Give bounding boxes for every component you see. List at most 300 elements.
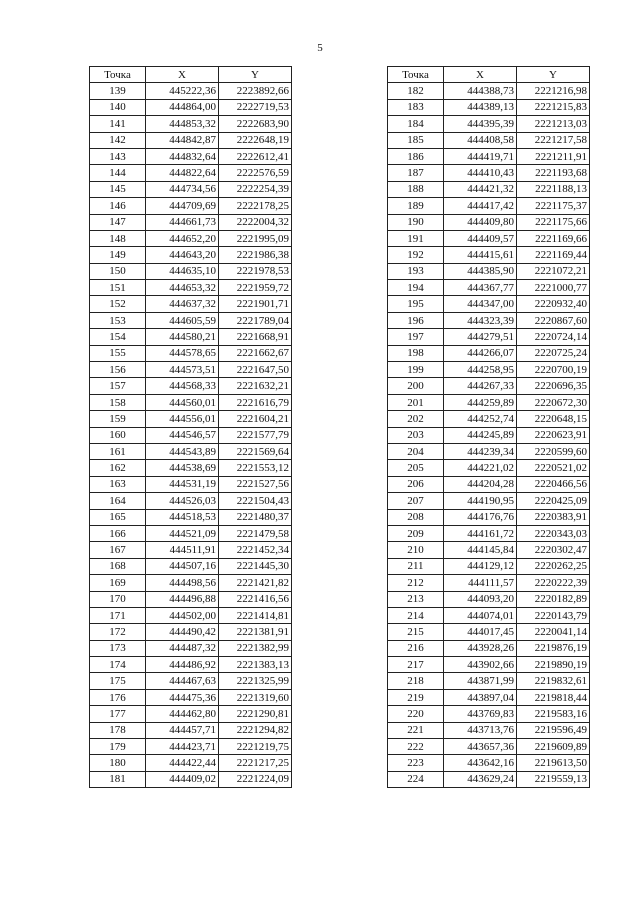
- point-cell: 160: [90, 427, 146, 443]
- table-row: [90, 165, 292, 181]
- table-row: [90, 214, 292, 230]
- x-cell: 444258,95: [444, 362, 517, 378]
- table-row: [90, 230, 292, 246]
- point-cell: 218: [388, 673, 444, 689]
- table-row: [90, 739, 292, 755]
- x-cell: 444467,63: [146, 673, 219, 689]
- y-cell: 2221978,53: [219, 263, 292, 279]
- point-cell: 190: [388, 214, 444, 230]
- point-cell: 221: [388, 722, 444, 738]
- y-cell: 2219876,19: [517, 640, 590, 656]
- y-cell: 2220700,19: [517, 362, 590, 378]
- y-cell: 2222254,39: [219, 181, 292, 197]
- y-cell: 2221215,83: [517, 99, 590, 115]
- y-cell: 2221381,91: [219, 624, 292, 640]
- y-cell: 2221959,72: [219, 280, 292, 296]
- x-cell: 444526,03: [146, 493, 219, 509]
- y-cell: 2220724,14: [517, 329, 590, 345]
- table-row: [90, 509, 292, 525]
- point-cell: 183: [388, 99, 444, 115]
- x-cell: 444580,21: [146, 329, 219, 345]
- table-row: [388, 755, 590, 771]
- y-cell: 2221569,64: [219, 443, 292, 459]
- point-cell: 184: [388, 116, 444, 132]
- table-row: [90, 476, 292, 492]
- table-row: [90, 591, 292, 607]
- x-cell: 444490,42: [146, 624, 219, 640]
- x-cell: 444093,20: [444, 591, 517, 607]
- table-row: [90, 722, 292, 738]
- table-row: [388, 132, 590, 148]
- x-cell: 444568,33: [146, 378, 219, 394]
- table-row: [90, 443, 292, 459]
- y-cell: 2222576,59: [219, 165, 292, 181]
- x-cell: 444709,69: [146, 198, 219, 214]
- point-cell: 222: [388, 739, 444, 755]
- header-x: X: [146, 67, 219, 83]
- x-cell: 444643,20: [146, 247, 219, 263]
- point-cell: 140: [90, 99, 146, 115]
- y-cell: 2220867,60: [517, 312, 590, 328]
- y-cell: 2221175,37: [517, 198, 590, 214]
- point-cell: 163: [90, 476, 146, 492]
- point-cell: 196: [388, 312, 444, 328]
- table-row: [90, 411, 292, 427]
- x-cell: 444409,02: [146, 771, 219, 787]
- table-row: [90, 640, 292, 656]
- table-row: [90, 525, 292, 541]
- x-cell: 443897,04: [444, 689, 517, 705]
- y-cell: 2220696,35: [517, 378, 590, 394]
- point-cell: 156: [90, 362, 146, 378]
- point-cell: 216: [388, 640, 444, 656]
- table-row: [388, 329, 590, 345]
- table-row: [388, 509, 590, 525]
- x-cell: 443769,83: [444, 706, 517, 722]
- y-cell: 2221616,79: [219, 394, 292, 410]
- table-row: [90, 99, 292, 115]
- table-row: [388, 378, 590, 394]
- point-cell: 200: [388, 378, 444, 394]
- x-cell: 444111,57: [444, 575, 517, 591]
- point-cell: 180: [90, 755, 146, 771]
- y-cell: 2221416,56: [219, 591, 292, 607]
- x-cell: 444017,45: [444, 624, 517, 640]
- x-cell: 444074,01: [444, 607, 517, 623]
- point-cell: 217: [388, 657, 444, 673]
- table-row: [90, 378, 292, 394]
- table-row: [388, 99, 590, 115]
- point-cell: 145: [90, 181, 146, 197]
- point-cell: 172: [90, 624, 146, 640]
- x-cell: 444410,43: [444, 165, 517, 181]
- y-cell: 2221224,09: [219, 771, 292, 787]
- y-cell: 2221479,58: [219, 525, 292, 541]
- y-cell: 2220648,15: [517, 411, 590, 427]
- x-cell: 444853,32: [146, 116, 219, 132]
- y-cell: 2220041,14: [517, 624, 590, 640]
- table-row: [388, 165, 590, 181]
- table-row: [90, 148, 292, 164]
- y-cell: 2221662,67: [219, 345, 292, 361]
- x-cell: 444605,59: [146, 312, 219, 328]
- y-cell: 2221319,60: [219, 689, 292, 705]
- x-cell: 444486,92: [146, 657, 219, 673]
- point-cell: 182: [388, 83, 444, 99]
- y-cell: 2220143,79: [517, 607, 590, 623]
- table-row: [388, 280, 590, 296]
- x-cell: 444239,34: [444, 443, 517, 459]
- x-cell: 444462,80: [146, 706, 219, 722]
- point-cell: 197: [388, 329, 444, 345]
- table-row: [90, 198, 292, 214]
- point-cell: 213: [388, 591, 444, 607]
- y-cell: 2222004,32: [219, 214, 292, 230]
- point-cell: 158: [90, 394, 146, 410]
- y-cell: 2220521,02: [517, 460, 590, 476]
- table-row: [388, 296, 590, 312]
- x-cell: 444245,89: [444, 427, 517, 443]
- x-cell: 444538,69: [146, 460, 219, 476]
- x-cell: 444822,64: [146, 165, 219, 181]
- table-row: [388, 706, 590, 722]
- table-row: [388, 722, 590, 738]
- x-cell: 444279,51: [444, 329, 517, 345]
- point-cell: 224: [388, 771, 444, 787]
- y-cell: 2219613,50: [517, 755, 590, 771]
- table-row: [388, 476, 590, 492]
- table-row: [90, 329, 292, 345]
- x-cell: 444417,42: [444, 198, 517, 214]
- table-row: [90, 247, 292, 263]
- point-cell: 223: [388, 755, 444, 771]
- point-cell: 165: [90, 509, 146, 525]
- y-cell: 2221290,81: [219, 706, 292, 722]
- x-cell: 444556,01: [146, 411, 219, 427]
- x-cell: 444129,12: [444, 558, 517, 574]
- table-row: [90, 542, 292, 558]
- point-cell: 186: [388, 148, 444, 164]
- table-row: [90, 706, 292, 722]
- y-cell: 2222683,90: [219, 116, 292, 132]
- table-row: [388, 148, 590, 164]
- y-cell: 2220222,39: [517, 575, 590, 591]
- x-cell: 444323,39: [444, 312, 517, 328]
- table-row: [90, 673, 292, 689]
- y-cell: 2220383,91: [517, 509, 590, 525]
- y-cell: 2221668,91: [219, 329, 292, 345]
- y-cell: 2221445,30: [219, 558, 292, 574]
- table-row: [90, 296, 292, 312]
- table-row: [388, 116, 590, 132]
- point-cell: 174: [90, 657, 146, 673]
- point-cell: 179: [90, 739, 146, 755]
- table-row: [388, 83, 590, 99]
- coordinates-table-right: [387, 66, 590, 788]
- y-cell: 2219890,19: [517, 657, 590, 673]
- x-cell: 444388,73: [444, 83, 517, 99]
- x-cell: 444511,91: [146, 542, 219, 558]
- point-cell: 176: [90, 689, 146, 705]
- y-cell: 2221480,37: [219, 509, 292, 525]
- x-cell: 444546,57: [146, 427, 219, 443]
- table-row: [388, 575, 590, 591]
- y-cell: 2220466,56: [517, 476, 590, 492]
- x-cell: 443902,66: [444, 657, 517, 673]
- table-row: [90, 263, 292, 279]
- x-cell: 444507,16: [146, 558, 219, 574]
- point-cell: 214: [388, 607, 444, 623]
- table-row: [90, 83, 292, 99]
- table-row: [90, 116, 292, 132]
- x-cell: 443642,16: [444, 755, 517, 771]
- table-row: [388, 214, 590, 230]
- point-cell: 153: [90, 312, 146, 328]
- y-cell: 2221175,66: [517, 214, 590, 230]
- x-cell: 444259,89: [444, 394, 517, 410]
- x-cell: 444457,71: [146, 722, 219, 738]
- point-cell: 215: [388, 624, 444, 640]
- y-cell: 2219583,16: [517, 706, 590, 722]
- point-cell: 148: [90, 230, 146, 246]
- x-cell: 444734,56: [146, 181, 219, 197]
- y-cell: 2221632,21: [219, 378, 292, 394]
- y-cell: 2221072,21: [517, 263, 590, 279]
- y-cell: 2222178,25: [219, 198, 292, 214]
- point-cell: 219: [388, 689, 444, 705]
- table-row: [90, 575, 292, 591]
- point-cell: 203: [388, 427, 444, 443]
- x-cell: 444389,13: [444, 99, 517, 115]
- x-cell: 444267,33: [444, 378, 517, 394]
- x-cell: 444347,00: [444, 296, 517, 312]
- y-cell: 2220182,89: [517, 591, 590, 607]
- x-cell: 443629,24: [444, 771, 517, 787]
- point-cell: 178: [90, 722, 146, 738]
- table-row: [90, 771, 292, 787]
- y-cell: 2221986,38: [219, 247, 292, 263]
- table-row: [90, 394, 292, 410]
- y-cell: 2221527,56: [219, 476, 292, 492]
- table-row: [90, 312, 292, 328]
- table-row: [90, 607, 292, 623]
- x-cell: 444421,32: [444, 181, 517, 197]
- x-cell: 444635,10: [146, 263, 219, 279]
- point-cell: 144: [90, 165, 146, 181]
- point-cell: 220: [388, 706, 444, 722]
- point-cell: 202: [388, 411, 444, 427]
- table-row: [90, 460, 292, 476]
- x-cell: 444423,71: [146, 739, 219, 755]
- point-cell: 188: [388, 181, 444, 197]
- point-cell: 152: [90, 296, 146, 312]
- table-row: [388, 394, 590, 410]
- x-cell: 444161,72: [444, 525, 517, 541]
- point-cell: 191: [388, 230, 444, 246]
- table-row: [388, 771, 590, 787]
- y-cell: 2221169,44: [517, 247, 590, 263]
- x-cell: 444176,76: [444, 509, 517, 525]
- table-row: [90, 755, 292, 771]
- y-cell: 2221414,81: [219, 607, 292, 623]
- x-cell: 444408,58: [444, 132, 517, 148]
- y-cell: 2219832,61: [517, 673, 590, 689]
- point-cell: 199: [388, 362, 444, 378]
- coordinates-table-left: [89, 66, 292, 788]
- y-cell: 2221217,58: [517, 132, 590, 148]
- y-cell: 2221219,75: [219, 739, 292, 755]
- table-row: [388, 411, 590, 427]
- x-cell: 444498,56: [146, 575, 219, 591]
- point-cell: 161: [90, 443, 146, 459]
- x-cell: 444252,74: [444, 411, 517, 427]
- point-cell: 151: [90, 280, 146, 296]
- point-cell: 212: [388, 575, 444, 591]
- y-cell: 2222612,41: [219, 148, 292, 164]
- point-cell: 142: [90, 132, 146, 148]
- y-cell: 2221211,91: [517, 148, 590, 164]
- table-row: [388, 443, 590, 459]
- header-y: Y: [219, 67, 292, 83]
- table-row: [90, 427, 292, 443]
- point-cell: 169: [90, 575, 146, 591]
- x-cell: 444419,71: [444, 148, 517, 164]
- table-row: [388, 230, 590, 246]
- header-x: X: [444, 67, 517, 83]
- point-cell: 170: [90, 591, 146, 607]
- y-cell: 2220725,24: [517, 345, 590, 361]
- y-cell: 2221577,79: [219, 427, 292, 443]
- table-row: [388, 689, 590, 705]
- x-cell: 444190,95: [444, 493, 517, 509]
- table-row: [388, 607, 590, 623]
- point-cell: 181: [90, 771, 146, 787]
- x-cell: 444864,00: [146, 99, 219, 115]
- table-row: [388, 263, 590, 279]
- table-row: [388, 345, 590, 361]
- header-y: Y: [517, 67, 590, 83]
- x-cell: 444487,32: [146, 640, 219, 656]
- x-cell: 444367,77: [444, 280, 517, 296]
- x-cell: 444385,90: [444, 263, 517, 279]
- point-cell: 175: [90, 673, 146, 689]
- y-cell: 2221553,12: [219, 460, 292, 476]
- table-row: [388, 181, 590, 197]
- table-row: [90, 345, 292, 361]
- point-cell: 194: [388, 280, 444, 296]
- point-cell: 205: [388, 460, 444, 476]
- y-cell: 2221169,66: [517, 230, 590, 246]
- header-point: Точка: [90, 67, 146, 83]
- point-cell: 164: [90, 493, 146, 509]
- point-cell: 157: [90, 378, 146, 394]
- y-cell: 2221647,50: [219, 362, 292, 378]
- y-cell: 2221604,21: [219, 411, 292, 427]
- y-cell: 2219818,44: [517, 689, 590, 705]
- point-cell: 206: [388, 476, 444, 492]
- table-row: [388, 525, 590, 541]
- x-cell: 444521,09: [146, 525, 219, 541]
- x-cell: 444832,64: [146, 148, 219, 164]
- table-row: [388, 673, 590, 689]
- y-cell: 2221901,71: [219, 296, 292, 312]
- table-row: [388, 558, 590, 574]
- point-cell: 141: [90, 116, 146, 132]
- table-header-row: [388, 67, 590, 83]
- y-cell: 2220343,03: [517, 525, 590, 541]
- y-cell: 2221193,68: [517, 165, 590, 181]
- y-cell: 2221452,34: [219, 542, 292, 558]
- point-cell: 204: [388, 443, 444, 459]
- y-cell: 2221995,09: [219, 230, 292, 246]
- point-cell: 198: [388, 345, 444, 361]
- x-cell: 444637,32: [146, 296, 219, 312]
- table-row: [90, 657, 292, 673]
- point-cell: 171: [90, 607, 146, 623]
- y-cell: 2220623,91: [517, 427, 590, 443]
- point-cell: 154: [90, 329, 146, 345]
- y-cell: 2221216,98: [517, 83, 590, 99]
- point-cell: 210: [388, 542, 444, 558]
- x-cell: 443871,99: [444, 673, 517, 689]
- point-cell: 192: [388, 247, 444, 263]
- table-row: [90, 280, 292, 296]
- y-cell: 2221213,03: [517, 116, 590, 132]
- y-cell: 2221325,99: [219, 673, 292, 689]
- table-row: [388, 624, 590, 640]
- y-cell: 2221789,04: [219, 312, 292, 328]
- table-row: [90, 362, 292, 378]
- table-row: [90, 624, 292, 640]
- table-row: [388, 640, 590, 656]
- x-cell: 443657,36: [444, 739, 517, 755]
- table-row: [388, 591, 590, 607]
- x-cell: 444502,00: [146, 607, 219, 623]
- point-cell: 147: [90, 214, 146, 230]
- x-cell: 444496,88: [146, 591, 219, 607]
- y-cell: 2219559,13: [517, 771, 590, 787]
- y-cell: 2221383,13: [219, 657, 292, 673]
- y-cell: 2221294,82: [219, 722, 292, 738]
- x-cell: 444578,65: [146, 345, 219, 361]
- y-cell: 2222648,19: [219, 132, 292, 148]
- table-row: [388, 657, 590, 673]
- y-cell: 2220932,40: [517, 296, 590, 312]
- table-row: [388, 247, 590, 263]
- table-row: [90, 132, 292, 148]
- point-cell: 166: [90, 525, 146, 541]
- x-cell: 444415,61: [444, 247, 517, 263]
- point-cell: 168: [90, 558, 146, 574]
- x-cell: 444145,84: [444, 542, 517, 558]
- point-cell: 185: [388, 132, 444, 148]
- y-cell: 2221504,43: [219, 493, 292, 509]
- point-cell: 159: [90, 411, 146, 427]
- table-row: [388, 542, 590, 558]
- y-cell: 2221217,25: [219, 755, 292, 771]
- point-cell: 189: [388, 198, 444, 214]
- point-cell: 195: [388, 296, 444, 312]
- point-cell: 146: [90, 198, 146, 214]
- point-cell: 173: [90, 640, 146, 656]
- y-cell: 2219596,49: [517, 722, 590, 738]
- point-cell: 139: [90, 83, 146, 99]
- header-point: Точка: [388, 67, 444, 83]
- table-row: [388, 427, 590, 443]
- x-cell: 444842,87: [146, 132, 219, 148]
- table-header-row: [90, 67, 292, 83]
- table-row: [388, 198, 590, 214]
